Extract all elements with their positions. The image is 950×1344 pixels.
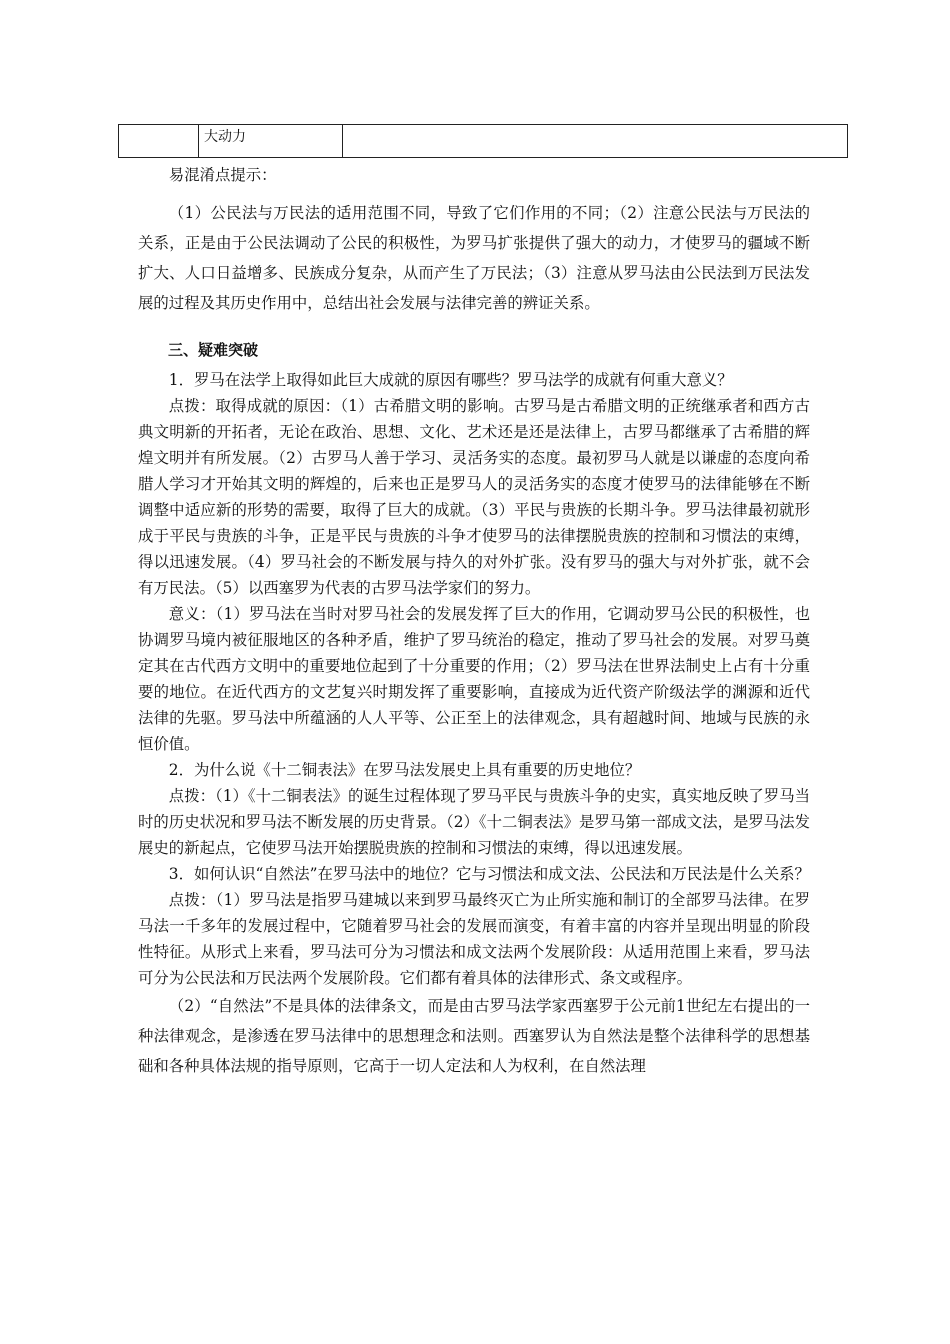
question-2-hint: 点拨：（1）《十二铜表法》的诞生过程体现了罗马平民与贵族斗争的史实，真实地反映了罗马当时的历史状况和罗马法不断发展的历史背景。（2）《十二铜表法》是罗马第一部成文法，是罗马法发展史的新起点，它使罗马法开始摆脱贵族的控制和习惯法的束缚，得以迅速发展。: [138, 787, 810, 857]
table-cell-text: 大动力: [204, 129, 246, 145]
question-3-hint-2: （2）“自然法”不是具体的法律条文，而是由古罗马法学家西塞罗于公元前1世纪左右提出的一种法律观念，是渗透在罗马法律中的思想理念和法则。西塞罗认为自然法是整个法律科学的思想基础和各种具体法规的指导原则，它高于一切人定法和人为权利，在自然法理: [138, 997, 810, 1075]
question-3: 3．如何认识“自然法”在罗马法中的地位？它与习惯法和成文法、公民法和万民法是什么关系？: [168, 865, 810, 883]
question-1: 1．罗马在法学上取得如此巨大成就的原因有哪些？罗马法学的成就有何重大意义？: [168, 371, 733, 389]
question-1-meaning: 意义：（1）罗马法在当时对罗马社会的发展发挥了巨大的作用，它调动罗马公民的积极性，也协调罗马境内被征服地区的各种矛盾，维护了罗马统治的稳定，推动了罗马社会的发展。对罗马奠定其在古代西方文明中的重要地位起到了十分重要的作用；（2）罗马法在世界法制史上占有十分重要的地位。在近代西方的文艺复兴时期发挥了重要影响，直接成为近代资产阶级法学的渊源和近代法律的先驱。罗马法中所蕴涵的人人平等、公正至上的法律观念，具有超越时间、地域与民族的永恒价值。: [138, 605, 810, 753]
table-cell-empty: [119, 125, 199, 157]
table-fragment: [118, 124, 848, 158]
question-3-hint: 点拨：（1）罗马法是指罗马建城以来到罗马最终灭亡为止所实施和制订的全部罗马法律。在罗马法一千多年的发展过程中，它随着罗马社会的发展而演变，有着丰富的内容并呈现出明显的阶段性特征。从形式上来看，罗马法可分为习惯法和成文法两个发展阶段：从适用范围上来看，罗马法可分为公民法和万民法两个发展阶段。它们都有着具体的法律形式、条文或程序。: [138, 891, 810, 987]
section-heading: 三、疑难突破: [168, 341, 259, 359]
table-cell: [199, 125, 343, 157]
document-body: [138, 162, 810, 1081]
question-1-hint: 点拨：取得成就的原因：（1）古希腊文明的影响。古罗马是古希腊文明的正统继承者和西方古典文明新的开拓者，无论在政治、思想、文化、艺术还是还是法律上，古罗马都继承了古希腊的辉煌文明并有所发展。（2）古罗马人善于学习、灵活务实的态度。最初罗马人就是以谦虚的态度向希腊人学习才开始其文明的辉煌的，后来也正是罗马人的灵活务实的态度才使罗马的法律能够在不断调整中适应新的形势的需要，取得了巨大的成就。（3）平民与贵族的长期斗争。罗马法律最初就形成于平民与贵族的斗争，正是平民与贵族的斗争才使罗马的法律摆脱贵族的控制和习惯法的束缚，得以迅速发展。（4）罗马社会的不断发展与持久的对外扩张。没有罗马的强大与对外扩张，就不会有万民法。（5）以西塞罗为代表的古罗马法学家们的努力。: [138, 397, 810, 597]
confusion-tip-label: 易混淆点提示：: [168, 166, 277, 184]
confusion-tip-text: （1）公民法与万民法的适用范围不同，导致了它们作用的不同；（2）注意公民法与万民法的关系，正是由于公民法调动了公民的积极性，为罗马扩张提供了强大的动力，才使罗马的疆域不断扩大、人口日益增多、民族成分复杂，从而产生了万民法；（3）注意从罗马法由公民法到万民法发展的过程及其历史作用中，总结出社会发展与法律完善的辨证关系。: [138, 204, 810, 312]
question-2: 2．为什么说《十二铜表法》在罗马法发展史上具有重要的历史地位？: [168, 761, 641, 779]
